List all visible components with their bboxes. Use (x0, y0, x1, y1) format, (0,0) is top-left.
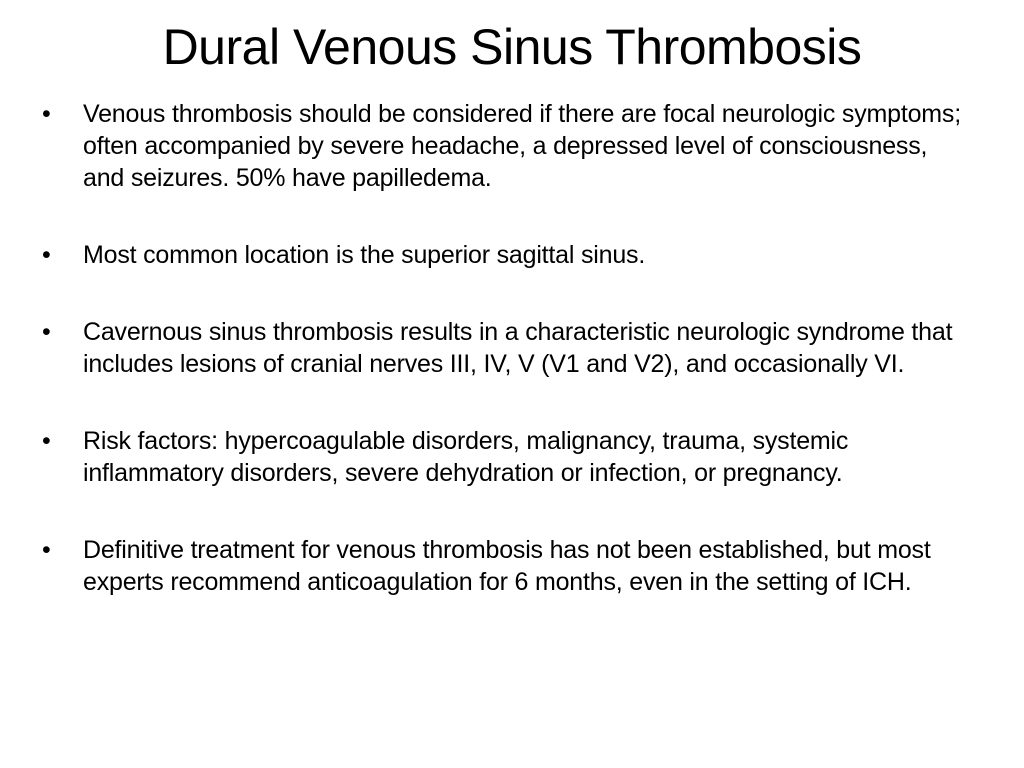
bullet-text: Definitive treatment for venous thrombosis has not been established, but most experts recommend anticoagulation for 6 months, even in the setting of ICH. (83, 536, 931, 596)
bullet-text: Venous thrombosis should be considered if there are focal neurologic symptoms; often accompanied by severe headache, a depressed level of consciousness, and seizures. 50% have papilledema. (83, 100, 961, 192)
bullet-item (42, 316, 962, 380)
slide-title: Dural Venous Sinus Thrombosis (162, 19, 862, 75)
bullet-marker: • (42, 241, 51, 269)
bullet-list (42, 98, 962, 598)
bullet-text: Cavernous sinus thrombosis results in a characteristic neurologic syndrome that includes lesions of cranial nerves III, IV, V (V1 and V2), and occasionally VI. (83, 318, 953, 378)
bullet-marker: • (42, 427, 51, 455)
bullet-marker: • (42, 536, 51, 564)
bullet-item (42, 425, 962, 489)
bullet-marker: • (42, 100, 51, 128)
bullet-text: Risk factors: hypercoagulable disorders, malignancy, trauma, systemic inflammatory disorders, severe dehydration or infection, or pregnancy. (83, 427, 849, 487)
bullet-marker: • (42, 318, 51, 346)
bullet-item (42, 239, 962, 271)
bullet-item (42, 534, 962, 598)
bullet-item (42, 98, 962, 194)
bullet-text: Most common location is the superior sagittal sinus. (83, 241, 646, 269)
